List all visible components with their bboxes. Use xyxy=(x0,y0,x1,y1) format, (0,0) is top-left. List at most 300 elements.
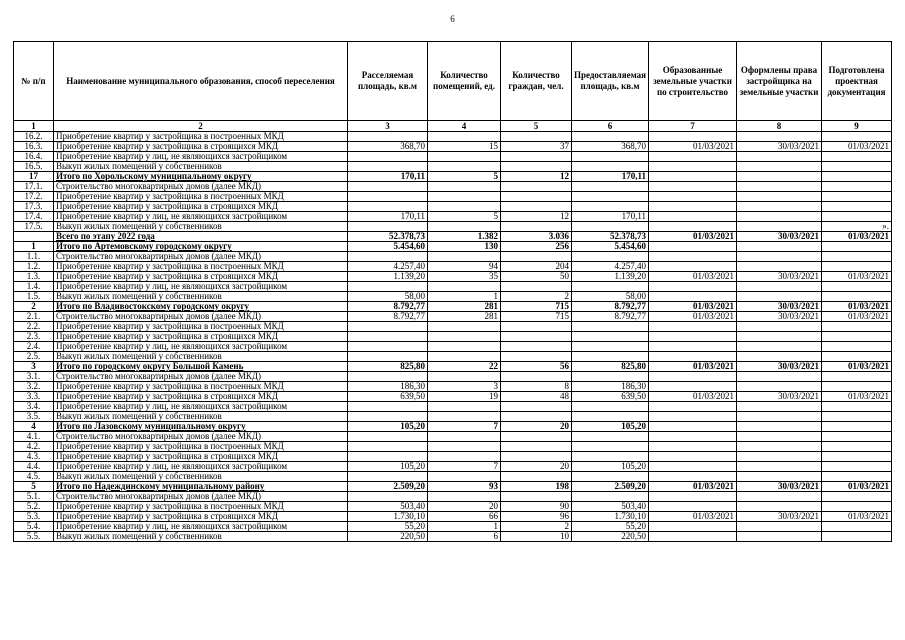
rooms-count xyxy=(428,412,501,422)
row-name: Выкуп жилых помещений у собственников xyxy=(54,292,348,302)
rooms-count: 22 xyxy=(428,362,501,372)
rooms-count xyxy=(428,402,501,412)
citizens-count xyxy=(501,402,572,412)
developer-rights-date xyxy=(737,432,822,442)
developer-rights-date xyxy=(737,462,822,472)
row-name: Приобретение квартир у застройщика в строящихся МКД xyxy=(54,392,348,402)
area-provided: 1.139,20 xyxy=(572,272,649,282)
area-resettled xyxy=(348,372,428,382)
row-number: 17.4. xyxy=(14,212,54,222)
rooms-count xyxy=(428,432,501,442)
rooms-count xyxy=(428,332,501,342)
citizens-count: 10 xyxy=(501,532,572,542)
developer-rights-date: 30/03/2021 xyxy=(737,312,822,322)
row-name: Приобретение квартир у застройщика в построенных МКД xyxy=(54,502,348,512)
developer-rights-date xyxy=(737,442,822,452)
row-number: 2.2. xyxy=(14,322,54,332)
page-number: 6 xyxy=(450,14,455,24)
area-resettled xyxy=(348,222,428,232)
header-cell: № п/п xyxy=(14,42,54,121)
row-name: Приобретение квартир у застройщика в построенных МКД xyxy=(54,192,348,202)
row-number: 2.3. xyxy=(14,332,54,342)
area-provided xyxy=(572,342,649,352)
design-docs-date: 01/03/2021 xyxy=(822,362,892,372)
rooms-count: 15 xyxy=(428,142,501,152)
area-resettled: 1.139,20 xyxy=(348,272,428,282)
row-name: Приобретение квартир у застройщика в построенных МКД xyxy=(54,442,348,452)
citizens-count xyxy=(501,342,572,352)
row-name: Строительство многоквартирных домов (далее МКД) xyxy=(54,252,348,262)
row-name: Итого по Владивостокскому городскому округу xyxy=(54,302,348,312)
area-provided xyxy=(572,372,649,382)
row-number: 5 xyxy=(14,482,54,492)
row-number: 3.3. xyxy=(14,392,54,402)
rooms-count xyxy=(428,282,501,292)
row-name: Итого по Лазовскому муниципальному округу xyxy=(54,422,348,432)
row-name: Приобретение квартир у застройщика в построенных МКД xyxy=(54,262,348,272)
land-plots-date xyxy=(649,402,737,412)
area-resettled xyxy=(348,192,428,202)
area-provided xyxy=(572,282,649,292)
rooms-count: 281 xyxy=(428,302,501,312)
header-row xyxy=(14,42,892,121)
row-number: 16.5. xyxy=(14,162,54,172)
table-row xyxy=(14,272,892,282)
developer-rights-date xyxy=(737,382,822,392)
area-provided: 170,11 xyxy=(572,172,649,182)
area-provided xyxy=(572,402,649,412)
developer-rights-date xyxy=(737,412,822,422)
land-plots-date xyxy=(649,252,737,262)
rooms-count xyxy=(428,372,501,382)
land-plots-date xyxy=(649,492,737,502)
area-provided xyxy=(572,352,649,362)
design-docs-date: 01/03/2021 xyxy=(822,482,892,492)
table-row-total xyxy=(14,302,892,312)
land-plots-date xyxy=(649,322,737,332)
design-docs-date xyxy=(822,332,892,342)
row-name: Приобретение квартир у застройщика в строящихся МКД xyxy=(54,272,348,282)
rooms-count: 7 xyxy=(428,462,501,472)
rooms-count: 66 xyxy=(428,512,501,522)
row-name: Приобретение квартир у лиц, не являющихся застройщиком xyxy=(54,152,348,162)
table-row-total xyxy=(14,242,892,252)
resettlement-table xyxy=(13,41,892,542)
table-row-total xyxy=(14,422,892,432)
row-number: 16.4. xyxy=(14,152,54,162)
rooms-count: 1 xyxy=(428,522,501,532)
rooms-count xyxy=(428,192,501,202)
developer-rights-date xyxy=(737,252,822,262)
developer-rights-date xyxy=(737,492,822,502)
area-resettled xyxy=(348,162,428,172)
citizens-count: 12 xyxy=(501,172,572,182)
rooms-count: 6 xyxy=(428,532,501,542)
land-plots-date xyxy=(649,292,737,302)
rooms-count: 94 xyxy=(428,262,501,272)
area-provided xyxy=(572,322,649,332)
land-plots-date xyxy=(649,182,737,192)
table-row xyxy=(14,432,892,442)
developer-rights-date xyxy=(737,262,822,272)
area-provided: 2.509,20 xyxy=(572,482,649,492)
header-cell: Расселяемая площадь, кв.м xyxy=(348,42,428,121)
row-number: 4.5. xyxy=(14,472,54,482)
developer-rights-date xyxy=(737,472,822,482)
design-docs-date xyxy=(822,442,892,452)
citizens-count: 3.036 xyxy=(501,232,572,242)
land-plots-date xyxy=(649,452,737,462)
table-row xyxy=(14,382,892,392)
design-docs-date: 01/03/2021 xyxy=(822,232,892,242)
row-number: 1.2. xyxy=(14,262,54,272)
land-plots-date xyxy=(649,282,737,292)
citizens-count xyxy=(501,352,572,362)
table-row xyxy=(14,442,892,452)
area-provided xyxy=(572,492,649,502)
citizens-count: 2 xyxy=(501,292,572,302)
design-docs-date xyxy=(822,292,892,302)
row-name: Выкуп жилых помещений у собственников xyxy=(54,532,348,542)
row-number: 3 xyxy=(14,362,54,372)
row-name: Итого по городскому округу Большой Камень xyxy=(54,362,348,372)
land-plots-date xyxy=(649,212,737,222)
table-row xyxy=(14,222,892,232)
area-resettled: 105,20 xyxy=(348,462,428,472)
header-cell: Предоставляемая площадь, кв.м xyxy=(572,42,649,121)
design-docs-date xyxy=(822,192,892,202)
citizens-count xyxy=(501,322,572,332)
area-resettled xyxy=(348,182,428,192)
area-resettled: 170,11 xyxy=(348,172,428,182)
developer-rights-date xyxy=(737,292,822,302)
row-number: 5.2. xyxy=(14,502,54,512)
area-resettled: 105,20 xyxy=(348,422,428,432)
row-name: Выкуп жилых помещений у собственников xyxy=(54,162,348,172)
developer-rights-date xyxy=(737,522,822,532)
row-name: Строительство многоквартирных домов (далее МКД) xyxy=(54,492,348,502)
row-number: 1.5. xyxy=(14,292,54,302)
row-name: Приобретение квартир у застройщика в построенных МКД xyxy=(54,132,348,142)
developer-rights-date xyxy=(737,322,822,332)
row-name: Строительство многоквартирных домов (далее МКД) xyxy=(54,182,348,192)
design-docs-date: 01/03/2021 xyxy=(822,302,892,312)
citizens-count xyxy=(501,472,572,482)
citizens-count xyxy=(501,412,572,422)
table-row xyxy=(14,292,892,302)
citizens-count: 204 xyxy=(501,262,572,272)
area-resettled: 2.509,20 xyxy=(348,482,428,492)
land-plots-date xyxy=(649,532,737,542)
header-cell: Оформлены права застройщика на земельные участки xyxy=(737,42,822,121)
citizens-count: 56 xyxy=(501,362,572,372)
citizens-count: 96 xyxy=(501,512,572,522)
area-resettled: 52.378,73 xyxy=(348,232,428,242)
developer-rights-date: 30/03/2021 xyxy=(737,142,822,152)
citizens-count xyxy=(501,182,572,192)
rooms-count xyxy=(428,152,501,162)
table-row xyxy=(14,452,892,462)
rooms-count: 3 xyxy=(428,382,501,392)
rooms-count xyxy=(428,222,501,232)
area-resettled: 186,30 xyxy=(348,382,428,392)
citizens-count xyxy=(501,132,572,142)
rooms-count: 35 xyxy=(428,272,501,282)
area-resettled: 55,20 xyxy=(348,522,428,532)
area-resettled xyxy=(348,442,428,452)
design-docs-date xyxy=(822,262,892,272)
area-provided xyxy=(572,222,649,232)
row-name: Выкуп жилых помещений у собственников xyxy=(54,222,348,232)
rooms-count: 281 xyxy=(428,312,501,322)
area-provided xyxy=(572,432,649,442)
citizens-count xyxy=(501,332,572,342)
land-plots-date: 01/03/2021 xyxy=(649,482,737,492)
row-name: Приобретение квартир у застройщика в построенных МКД xyxy=(54,382,348,392)
table-row xyxy=(14,522,892,532)
developer-rights-date xyxy=(737,342,822,352)
table-row xyxy=(14,262,892,272)
developer-rights-date xyxy=(737,532,822,542)
design-docs-date xyxy=(822,402,892,412)
row-name: Приобретение квартир у застройщика в строящихся МКД xyxy=(54,452,348,462)
citizens-count xyxy=(501,252,572,262)
row-number: 4.1. xyxy=(14,432,54,442)
developer-rights-date xyxy=(737,202,822,212)
citizens-count: 20 xyxy=(501,422,572,432)
land-plots-date: 01/03/2021 xyxy=(649,302,737,312)
column-number: 9 xyxy=(822,121,892,132)
rooms-count xyxy=(428,442,501,452)
table-row xyxy=(14,202,892,212)
citizens-count xyxy=(501,202,572,212)
table-row xyxy=(14,132,892,142)
developer-rights-date: 30/03/2021 xyxy=(737,362,822,372)
area-resettled: 368,70 xyxy=(348,142,428,152)
land-plots-date xyxy=(649,172,737,182)
design-docs-date: 01/03/2021 xyxy=(822,392,892,402)
row-name: Итого по Надеждинскому муниципальному району xyxy=(54,482,348,492)
area-resettled xyxy=(348,132,428,142)
table-row xyxy=(14,402,892,412)
row-name: Приобретение квартир у застройщика в строящихся МКД xyxy=(54,142,348,152)
area-resettled: 503,40 xyxy=(348,502,428,512)
developer-rights-date: 30/03/2021 xyxy=(737,272,822,282)
citizens-count xyxy=(501,452,572,462)
developer-rights-date xyxy=(737,402,822,412)
row-number: 4.3. xyxy=(14,452,54,462)
rooms-count xyxy=(428,162,501,172)
area-provided xyxy=(572,192,649,202)
developer-rights-date xyxy=(737,132,822,142)
land-plots-date: 01/03/2021 xyxy=(649,392,737,402)
land-plots-date xyxy=(649,162,737,172)
rooms-count xyxy=(428,472,501,482)
developer-rights-date xyxy=(737,452,822,462)
area-provided: 186,30 xyxy=(572,382,649,392)
design-docs-date xyxy=(822,382,892,392)
developer-rights-date xyxy=(737,502,822,512)
citizens-count xyxy=(501,492,572,502)
citizens-count: 12 xyxy=(501,212,572,222)
design-docs-date xyxy=(822,182,892,192)
developer-rights-date: 30/03/2021 xyxy=(737,512,822,522)
land-plots-date xyxy=(649,372,737,382)
area-provided: 4.257,40 xyxy=(572,262,649,272)
row-number: 2 xyxy=(14,302,54,312)
row-name: Выкуп жилых помещений у собственников xyxy=(54,352,348,362)
row-number xyxy=(14,232,54,242)
rooms-count xyxy=(428,182,501,192)
rooms-count xyxy=(428,492,501,502)
table-row-total xyxy=(14,482,892,492)
area-provided xyxy=(572,252,649,262)
column-number: 5 xyxy=(501,121,572,132)
row-name: Приобретение квартир у застройщика в строящихся МКД xyxy=(54,332,348,342)
citizens-count: 50 xyxy=(501,272,572,282)
developer-rights-date: 30/03/2021 xyxy=(737,232,822,242)
design-docs-date xyxy=(822,432,892,442)
header-cell: Количество граждан, чел. xyxy=(501,42,572,121)
column-number: 8 xyxy=(737,121,822,132)
land-plots-date xyxy=(649,342,737,352)
developer-rights-date xyxy=(737,222,822,232)
row-number: 3.4. xyxy=(14,402,54,412)
table-row-total xyxy=(14,362,892,372)
row-number: 1.1. xyxy=(14,252,54,262)
row-name: Итого по Хорольскому муниципальному округу xyxy=(54,172,348,182)
design-docs-date xyxy=(822,532,892,542)
developer-rights-date xyxy=(737,372,822,382)
developer-rights-date xyxy=(737,192,822,202)
land-plots-date xyxy=(649,382,737,392)
column-number: 4 xyxy=(428,121,501,132)
area-provided xyxy=(572,412,649,422)
design-docs-date: ». xyxy=(822,222,892,232)
design-docs-date xyxy=(822,452,892,462)
table-row xyxy=(14,282,892,292)
table-row xyxy=(14,322,892,332)
area-provided xyxy=(572,132,649,142)
row-number: 1.3. xyxy=(14,272,54,282)
citizens-count xyxy=(501,152,572,162)
land-plots-date xyxy=(649,222,737,232)
column-number: 2 xyxy=(54,121,348,132)
area-provided: 220,50 xyxy=(572,532,649,542)
citizens-count xyxy=(501,442,572,452)
developer-rights-date xyxy=(737,152,822,162)
land-plots-date: 01/03/2021 xyxy=(649,142,737,152)
rooms-count xyxy=(428,252,501,262)
developer-rights-date xyxy=(737,172,822,182)
land-plots-date: 01/03/2021 xyxy=(649,232,737,242)
area-provided: 639,50 xyxy=(572,392,649,402)
design-docs-date xyxy=(822,352,892,362)
rooms-count xyxy=(428,452,501,462)
developer-rights-date xyxy=(737,282,822,292)
area-provided xyxy=(572,442,649,452)
developer-rights-date xyxy=(737,332,822,342)
row-number: 4.2. xyxy=(14,442,54,452)
developer-rights-date: 30/03/2021 xyxy=(737,392,822,402)
header-cell: Количество помещений, ед. xyxy=(428,42,501,121)
row-name: Приобретение квартир у застройщика в строящихся МКД xyxy=(54,512,348,522)
design-docs-date xyxy=(822,422,892,432)
row-name: Приобретение квартир у застройщика в строящихся МКД xyxy=(54,202,348,212)
land-plots-date: 01/03/2021 xyxy=(649,272,737,282)
row-name: Приобретение квартир у лиц, не являющихся застройщиком xyxy=(54,212,348,222)
citizens-count xyxy=(501,162,572,172)
area-resettled xyxy=(348,402,428,412)
header-cell: Наименование муниципального образования, способ переселения xyxy=(54,42,348,121)
row-number: 5.3. xyxy=(14,512,54,522)
area-provided xyxy=(572,162,649,172)
area-resettled xyxy=(348,342,428,352)
area-provided: 105,20 xyxy=(572,422,649,432)
design-docs-date: 01/03/2021 xyxy=(822,512,892,522)
area-resettled: 825,80 xyxy=(348,362,428,372)
area-resettled: 4.257,40 xyxy=(348,262,428,272)
land-plots-date xyxy=(649,262,737,272)
row-number: 17.3. xyxy=(14,202,54,212)
area-provided: 368,70 xyxy=(572,142,649,152)
citizens-count: 8 xyxy=(501,382,572,392)
row-name: Приобретение квартир у лиц, не являющихся застройщиком xyxy=(54,522,348,532)
rooms-count: 93 xyxy=(428,482,501,492)
row-number: 3.1. xyxy=(14,372,54,382)
column-number: 1 xyxy=(14,121,54,132)
row-number: 17 xyxy=(14,172,54,182)
rooms-count xyxy=(428,202,501,212)
developer-rights-date xyxy=(737,182,822,192)
design-docs-date xyxy=(822,152,892,162)
rooms-count: 19 xyxy=(428,392,501,402)
table-row xyxy=(14,312,892,322)
area-resettled xyxy=(348,332,428,342)
land-plots-date xyxy=(649,332,737,342)
citizens-count: 256 xyxy=(501,242,572,252)
table-row xyxy=(14,392,892,402)
area-resettled xyxy=(348,322,428,332)
design-docs-date xyxy=(822,132,892,142)
table-row xyxy=(14,372,892,382)
rooms-count: 7 xyxy=(428,422,501,432)
citizens-count xyxy=(501,222,572,232)
row-number: 1 xyxy=(14,242,54,252)
row-number: 4.4. xyxy=(14,462,54,472)
row-number: 17.2. xyxy=(14,192,54,202)
area-provided xyxy=(572,182,649,192)
area-resettled: 58,00 xyxy=(348,292,428,302)
land-plots-date: 01/03/2021 xyxy=(649,362,737,372)
rooms-count xyxy=(428,352,501,362)
area-provided: 1.730,10 xyxy=(572,512,649,522)
row-number: 3.5. xyxy=(14,412,54,422)
table-row xyxy=(14,472,892,482)
row-name: Строительство многоквартирных домов (далее МКД) xyxy=(54,312,348,322)
land-plots-date: 01/03/2021 xyxy=(649,512,737,522)
row-number: 1.4. xyxy=(14,282,54,292)
design-docs-date xyxy=(822,412,892,422)
column-number: 3 xyxy=(348,121,428,132)
area-resettled: 220,50 xyxy=(348,532,428,542)
area-resettled xyxy=(348,282,428,292)
header-cell: Образованные земельные участки по строительство xyxy=(649,42,737,121)
design-docs-date xyxy=(822,342,892,352)
developer-rights-date xyxy=(737,422,822,432)
citizens-count: 715 xyxy=(501,302,572,312)
design-docs-date: 01/03/2021 xyxy=(822,312,892,322)
